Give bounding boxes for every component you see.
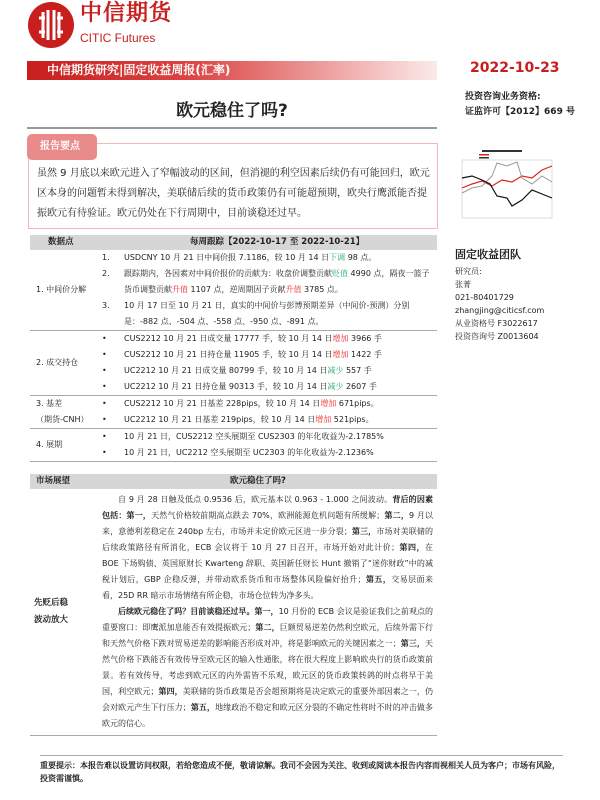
direction-badge: 增加 — [320, 399, 337, 408]
tracking-item — [102, 266, 433, 298]
tracking-item — [102, 331, 433, 347]
bold-lead: 第五， — [365, 575, 392, 584]
summary-text: 虽然 9 月底以来欧元进入了窄幅波动的区间，但消褪的利空因素后续仍有可能回归，欧元区本身的问题暂未得到解决，美联储后续的货币政策仍有可能超预期，欧央行鹰派能否提振欧元有待验证。欧元仍处在下行周期中，目前谈稳还过早。 — [37, 168, 430, 219]
table-section — [30, 250, 437, 331]
brand-name-cn: 中信期货 — [80, 1, 173, 26]
outlook-body — [102, 492, 437, 732]
section-label-text: 3. 基差 — [36, 399, 63, 408]
section-label-text: 4. 展期 — [36, 440, 63, 449]
analyst-name: 张菁 — [455, 280, 471, 289]
report-series-band: 中信期货研究|固定收益周报(汇率) — [27, 61, 437, 80]
item-text: 3785 点。 — [301, 285, 343, 294]
outlook-paragraph-1 — [102, 492, 433, 604]
item-content — [124, 379, 377, 395]
section-items — [102, 396, 437, 428]
item-content — [124, 298, 433, 330]
item-content — [124, 429, 384, 445]
bold-lead: 第四， — [158, 687, 183, 696]
section-items — [102, 429, 437, 461]
direction-badge: 减少 — [327, 366, 344, 375]
email[interactable]: zhangjing@citicsf.com — [455, 306, 545, 315]
tracking-item — [102, 396, 433, 412]
body-text: 在 BOE 下场购债、英国原财长 Kwarteng 辞职、英国新任财长 Hunt 撤销了“迷你财政”中的减税计划后，GBP 企稳反弹，并带动欧系货币和市场整体风险偏好抬升； — [102, 543, 434, 584]
item-text: USDCNY 10 月 21 日中间价报 7.1186，较 10 月 14 日 — [124, 253, 330, 262]
item-marker: • — [102, 448, 107, 457]
item-content — [124, 445, 374, 461]
bold-lead: 第四， — [399, 543, 426, 552]
item-text: UC2212 10 月 21 日持仓量 90313 手，较 10 月 14 日 — [124, 382, 328, 391]
bold-lead: 第五， — [190, 703, 216, 712]
chart-frame — [462, 160, 552, 218]
tracking-item — [102, 412, 433, 428]
item-text: CUS2212 10 月 21 日持仓量 11905 手，较 10 月 14 日 — [124, 350, 333, 359]
tracking-item — [102, 298, 433, 330]
body-text: 9 月以来，意德利差稳定在 240bp 左右，市场并未定价欧元区进一步分裂； — [102, 511, 434, 536]
disclaimer: 重要提示：本报告难以设置访问权限，若给您造成不便，敬请谅解。我司不会因为关注、收到或阅读本报告内容而视相关人员为客户；市场有风险，投资需谨慎。 — [40, 761, 560, 783]
section-label — [30, 331, 102, 395]
bold-lead: 第二， — [255, 623, 280, 632]
phone: 021-80401729 — [455, 293, 514, 302]
item-content — [124, 396, 379, 412]
item-text: 3966 手 — [348, 334, 382, 343]
legend-red — [479, 154, 489, 156]
item-text: 671pips。 — [336, 399, 379, 408]
body-text: 交易层面来看，25D RR 暗示市场情绪有所企稳，市场仓位转为净多头。 — [102, 575, 434, 600]
tracking-item — [102, 379, 433, 395]
item-marker: 1. — [102, 253, 110, 262]
item-text: 跟踪期内，各因素对中间价报价的贡献为：收盘价调整贡献 — [124, 269, 332, 278]
body-text: 天然气价格较前期高点跌去 70%，欧洲能源危机问题有所缓解； — [151, 511, 385, 520]
item-text: 10 月 21 日，CUS2212 空头展期至 CUS2303 的年化收益为-2.1785% — [124, 432, 384, 441]
item-marker: • — [102, 415, 107, 424]
section-items — [102, 250, 437, 330]
market-outlook-header — [30, 474, 437, 489]
body-text: 地缘政治不稳定和欧元区分裂的不确定性将时不时的冲击做多欧元的信心。 — [102, 703, 434, 728]
bold-lead: 背后的因素包括：第一， — [102, 495, 433, 520]
report-date: 2022-10-23 — [470, 60, 560, 76]
section-label-text: 2. 成交持仓 — [36, 358, 79, 367]
col-datapoint: 数据点 — [48, 237, 74, 247]
item-marker: • — [102, 350, 107, 359]
table-section — [30, 331, 437, 396]
item-text: CUS2212 10 月 21 日成交量 17777 手，较 10 月 14 日 — [124, 334, 333, 343]
summary-label: 报告要点 — [27, 134, 97, 160]
item-text: 521pips。 — [331, 415, 374, 424]
tracking-table-header — [30, 235, 437, 250]
body-text: 自 9 月 28 日触及低点 0.9536 后，欧元基本以 0.963 - 1.000 之间波动。 — [118, 495, 393, 504]
page-title: 欧元稳住了吗? — [176, 101, 288, 121]
item-marker: • — [102, 399, 107, 408]
item-content — [124, 412, 374, 428]
item-text: UC2212 10 月 21 日成交量 80799 手，较 10 月 14 日 — [124, 366, 328, 375]
direction-badge: 增加 — [332, 350, 349, 359]
direction-badge: 升值 — [285, 285, 302, 294]
section-label-text: 1. 中间价分解 — [36, 285, 87, 294]
item-marker: • — [102, 382, 107, 391]
section-label-sub: （期货-CNH） — [36, 415, 89, 424]
direction-badge: 升值 — [172, 285, 188, 294]
table-section — [30, 396, 437, 429]
logo-icon — [28, 2, 74, 48]
item-content — [124, 347, 382, 363]
direction-badge: 贬值 — [332, 269, 348, 278]
outlook-row — [30, 492, 437, 732]
body-text: 天然气价格下跌能否有效传导至欧元区的输入性通胀，将在很大程度上影响欧央行的货币政策前景。若有效传导，考虑到欧元区的内外需皆不乐观，欧元区的货币政策转鸽的时点将早于美国，利空欧元； — [102, 639, 434, 696]
bold-lead: 后续欧元稳住了吗？目前谈稳还过早。第一， — [118, 607, 279, 616]
section-label — [30, 396, 102, 428]
item-text: 2607 手 — [343, 382, 377, 391]
qual-label: 投资咨询业务资格: — [465, 92, 541, 102]
item-text: 4990 点，隔夜一篮子货币调整贡献 — [124, 269, 430, 294]
direction-badge: 下调 — [329, 253, 346, 262]
col-outlook: 市场展望 — [36, 476, 71, 486]
item-text: 1107 点，逆周期因子贡献 — [188, 285, 286, 294]
direction-badge: 减少 — [327, 382, 344, 391]
section-label — [30, 429, 102, 461]
item-marker: • — [102, 432, 107, 441]
outlook-side-label: 先贬后稳波动放大 — [34, 598, 69, 625]
table-section — [30, 429, 437, 462]
item-content — [124, 331, 382, 347]
item-text: 1422 手 — [348, 350, 382, 359]
direction-badge: 增加 — [315, 415, 332, 424]
item-text: 557 手 — [343, 366, 372, 375]
license-1: 从业资格号 F3022617 — [455, 319, 538, 328]
item-marker: • — [102, 366, 107, 375]
chart-title — [482, 150, 522, 152]
col-weekly: 每周跟踪【2022-10-17 至 2022-10-21】 — [190, 237, 365, 247]
tracking-item — [102, 445, 433, 461]
tracking-item — [102, 250, 433, 266]
item-marker: 2. — [102, 269, 110, 278]
body-text: 美联储的货币政策是否会超预期将是决定欧元的重要外部因素之一，仍会对欧元产生下行压力； — [102, 687, 434, 712]
item-content — [124, 363, 372, 379]
divider — [27, 127, 437, 129]
section-label — [30, 250, 102, 330]
item-text: CUS2212 10 月 21 日基差 228pips，较 10 月 14 日 — [124, 399, 321, 408]
qual-value: 证监许可【2012】669 号 — [465, 107, 575, 117]
divider — [30, 735, 437, 736]
item-text: 10 月 17 日至 10 月 21 日，真实的中间价与彭博预期差异（中间价-预测）分别是：-882 点、-504 点、-558 点、-950 点、-891 点。 — [124, 301, 410, 326]
body-text: 10 月份的 ECB 会议是验证我们之前观点的重要窗口：即鹰派加息能否有效提振欧元； — [102, 607, 434, 632]
outlook-paragraph-2 — [102, 604, 433, 732]
col-topic: 欧元稳住了吗? — [230, 476, 286, 486]
item-marker: • — [102, 334, 107, 343]
tracking-item — [102, 347, 433, 363]
item-text: 98 点。 — [345, 253, 377, 262]
summary-chart — [452, 148, 562, 236]
legend-black — [479, 157, 489, 159]
team-panel — [455, 248, 544, 343]
qualification — [465, 90, 575, 120]
license-2: 投资咨询号 Z0013604 — [455, 332, 539, 341]
team-title: 固定收益团队 — [455, 248, 521, 261]
footer — [40, 755, 563, 785]
tracking-table-body — [30, 250, 437, 462]
brand-name-en: CITIC Futures — [80, 31, 156, 45]
direction-badge: 增加 — [332, 334, 349, 343]
bold-lead: 第二， — [384, 511, 410, 520]
item-content — [124, 266, 433, 298]
outlook-side — [30, 492, 102, 732]
bold-lead: 第三， — [400, 639, 426, 648]
role: 研究员: — [455, 267, 482, 276]
item-marker: 3. — [102, 301, 110, 310]
tracking-item — [102, 429, 433, 445]
section-items — [102, 331, 437, 395]
body-text: 巨额贸易逆差仍然利空欧元，后续外需下行和天然气价格下跌对贸易逆差的影响能否形成对冲，将是影响欧元的关键因素之一； — [102, 623, 434, 648]
item-text: UC2212 10 月 21 日基差 219pips，较 10 月 14 日 — [124, 415, 316, 424]
bold-lead: 第三， — [351, 527, 377, 536]
item-content — [124, 250, 376, 266]
item-text: 10 月 21 日，UC2212 空头展期至 UC2303 的年化收益为-2.1236% — [124, 448, 374, 457]
tracking-item — [102, 363, 433, 379]
body-text: 市场对美联储的后续政策路径有所消化，ECB 会议将于 10 月 27 日召开，市场开始对此计价； — [102, 527, 434, 552]
